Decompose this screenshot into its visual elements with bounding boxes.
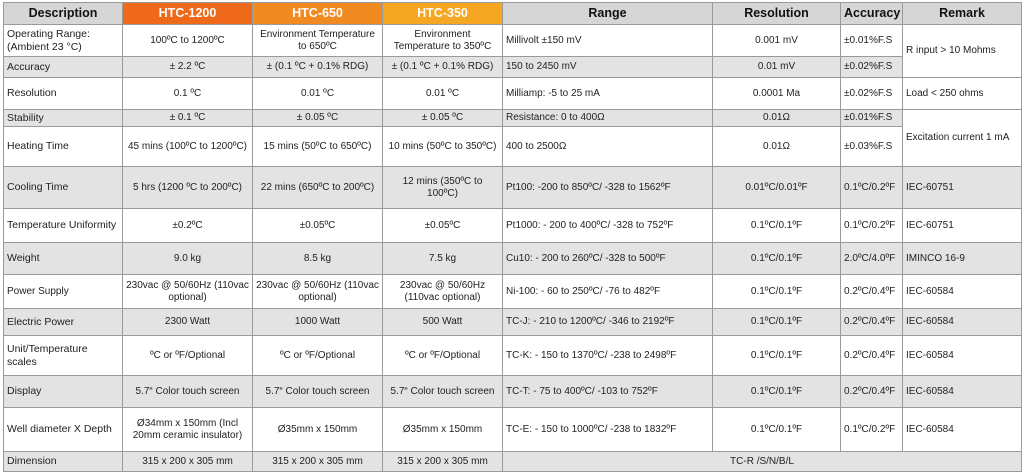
cell-range: TC-E: - 150 to 1000ºC/ -238 to 1832ºF [503, 408, 713, 452]
cell-remark: Load < 250 ohms [903, 78, 1022, 110]
cell-desc: Dimension [4, 452, 123, 472]
cell-range: TC-K: - 150 to 1370ºC/ -238 to 2498ºF [503, 336, 713, 376]
cell-remark: IEC-60751 [903, 209, 1022, 243]
cell-resolution: 0.01 mV [713, 57, 841, 78]
cell-desc: Weight [4, 243, 123, 275]
cell-resolution: 0.1ºC/0.1ºF [713, 336, 841, 376]
cell-accuracy: 0.2ºC/0.4ºF [841, 275, 903, 309]
cell-remark: IEC-60584 [903, 408, 1022, 452]
cell-htc-650: Ø35mm x 150mm [253, 408, 383, 452]
cell-range: Resistance: 0 to 400Ω [503, 110, 713, 127]
cell-accuracy: 0.1ºC/0.2ºF [841, 167, 903, 209]
cell-htc-350: 500 Watt [383, 309, 503, 336]
cell-desc: Heating Time [4, 127, 123, 167]
cell-desc: Cooling Time [4, 167, 123, 209]
cell-htc-350: 230vac @ 50/60Hz (110vac optional) [383, 275, 503, 309]
table-row-accuracy [4, 57, 1022, 78]
cell-desc: Unit/Temperature scales [4, 336, 123, 376]
table-row-weight [4, 243, 1022, 275]
cell-range: Millivolt ±150 mV [503, 25, 713, 57]
cell-htc-1200: ±0.2ºC [123, 209, 253, 243]
table-row-temperature-uniformity [4, 209, 1022, 243]
header-description: Description [4, 3, 123, 25]
table-row-well-diameter [4, 408, 1022, 452]
header-htc-1200: HTC-1200 [123, 3, 253, 25]
spec-table [3, 2, 1022, 472]
cell-htc-350: ± (0.1 ºC + 0.1% RDG) [383, 57, 503, 78]
table-row-stability [4, 110, 1022, 127]
cell-range: Milliamp: -5 to 25 mA [503, 78, 713, 110]
cell-htc-650: 315 x 200 x 305 mm [253, 452, 383, 472]
cell-htc-650: ± 0.05 ºC [253, 110, 383, 127]
header-range: Range [503, 3, 713, 25]
cell-htc-1200: 230vac @ 50/60Hz (110vac optional) [123, 275, 253, 309]
cell-resolution: 0.0001 Ma [713, 78, 841, 110]
cell-htc-350: 5.7“ Color touch screen [383, 376, 503, 408]
cell-accuracy: ±0.02%F.S [841, 78, 903, 110]
cell-htc-1200: 9.0 kg [123, 243, 253, 275]
cell-htc-350: ±0.05ºC [383, 209, 503, 243]
header-remark: Remark [903, 3, 1022, 25]
cell-htc-1200: Ø34mm x 150mm (Incl 20mm ceramic insulator) [123, 408, 253, 452]
cell-desc: Operating Range: (Ambient 23 °C) [4, 25, 123, 57]
table-row-display [4, 376, 1022, 408]
cell-htc-650: 5.7“ Color touch screen [253, 376, 383, 408]
cell-accuracy: 0.2ºC/0.4ºF [841, 309, 903, 336]
cell-accuracy: 2.0ºC/4.0ºF [841, 243, 903, 275]
cell-htc-350: 0.01 ºC [383, 78, 503, 110]
cell-desc: Power Supply [4, 275, 123, 309]
cell-htc-650: 22 mins (650ºC to 200ºC) [253, 167, 383, 209]
cell-resolution: 0.1ºC/0.1ºF [713, 309, 841, 336]
table-row-cooling-time [4, 167, 1022, 209]
cell-remark: IEC-60584 [903, 336, 1022, 376]
cell-resolution: 0.1ºC/0.1ºF [713, 243, 841, 275]
table-row-dimension [4, 452, 1022, 472]
cell-remark: Excitation current 1 mA [903, 110, 1022, 167]
cell-remark: IEC-60584 [903, 309, 1022, 336]
cell-remark: IEC-60584 [903, 275, 1022, 309]
header-htc-650: HTC-650 [253, 3, 383, 25]
cell-htc-350: Environment Temperature to 350ºC [383, 25, 503, 57]
cell-range: TC-T: - 75 to 400ºC/ -103 to 752ºF [503, 376, 713, 408]
cell-desc: Well diameter X Depth [4, 408, 123, 452]
cell-resolution: 0.001 mV [713, 25, 841, 57]
cell-resolution: 0.1ºC/0.1ºF [713, 275, 841, 309]
table-row-operating-range [4, 25, 1022, 57]
cell-range: 400 to 2500Ω [503, 127, 713, 167]
cell-range: Pt100: -200 to 850ºC/ -328 to 1562ºF [503, 167, 713, 209]
cell-resolution: 0.01Ω [713, 110, 841, 127]
cell-resolution: 0.1ºC/0.1ºF [713, 209, 841, 243]
cell-htc-350: 12 mins (350ºC to 100ºC) [383, 167, 503, 209]
cell-remark: IEC-60751 [903, 167, 1022, 209]
cell-htc-650: 1000 Watt [253, 309, 383, 336]
cell-htc-1200: 0.1 ºC [123, 78, 253, 110]
cell-htc-650: Environment Temperature to 650ºC [253, 25, 383, 57]
cell-range: Pt1000: - 200 to 400ºC/ -328 to 752ºF [503, 209, 713, 243]
table-row-heating-time [4, 127, 1022, 167]
cell-range: TC-J: - 210 to 1200ºC/ -346 to 2192ºF [503, 309, 713, 336]
cell-accuracy: ±0.01%F.S [841, 25, 903, 57]
cell-remark: R input > 10 Mohms [903, 25, 1022, 78]
cell-htc-1200: ºC or ºF/Optional [123, 336, 253, 376]
header-accuracy: Accuracy [841, 3, 903, 25]
cell-desc: Resolution [4, 78, 123, 110]
cell-htc-1200: 5.7“ Color touch screen [123, 376, 253, 408]
cell-desc: Electric Power [4, 309, 123, 336]
header-resolution: Resolution [713, 3, 841, 25]
cell-desc: Accuracy [4, 57, 123, 78]
cell-resolution: 0.1ºC/0.1ºF [713, 408, 841, 452]
cell-htc-350: 10 mins (50ºC to 350ºC) [383, 127, 503, 167]
cell-desc: Stability [4, 110, 123, 127]
cell-htc-1200: ± 2.2 ºC [123, 57, 253, 78]
cell-htc-1200: 315 x 200 x 305 mm [123, 452, 253, 472]
cell-accuracy: ±0.02%F.S [841, 57, 903, 78]
cell-accuracy: 0.1ºC/0.2ºF [841, 209, 903, 243]
cell-range: TC-R /S/N/B/L [503, 452, 1022, 472]
cell-accuracy: ±0.01%F.S [841, 110, 903, 127]
table-row-resolution [4, 78, 1022, 110]
cell-htc-1200: 100ºC to 1200ºC [123, 25, 253, 57]
cell-desc: Temperature Uniformity [4, 209, 123, 243]
table-row-unit-scales [4, 336, 1022, 376]
cell-htc-650: 0.01 ºC [253, 78, 383, 110]
cell-accuracy: ±0.03%F.S [841, 127, 903, 167]
cell-resolution: 0.01Ω [713, 127, 841, 167]
table-row-electric-power [4, 309, 1022, 336]
cell-htc-350: ± 0.05 ºC [383, 110, 503, 127]
cell-range: Ni-100: - 60 to 250ºC/ -76 to 482ºF [503, 275, 713, 309]
cell-accuracy: 0.2ºC/0.4ºF [841, 376, 903, 408]
cell-accuracy: 0.1ºC/0.2ºF [841, 408, 903, 452]
table-row-power-supply [4, 275, 1022, 309]
header-row [4, 3, 1022, 25]
cell-htc-1200: ± 0.1 ºC [123, 110, 253, 127]
cell-accuracy: 0.2ºC/0.4ºF [841, 336, 903, 376]
cell-htc-350: 315 x 200 x 305 mm [383, 452, 503, 472]
cell-resolution: 0.1ºC/0.1ºF [713, 376, 841, 408]
cell-remark: IEC-60584 [903, 376, 1022, 408]
cell-htc-1200: 45 mins (100ºC to 1200ºC) [123, 127, 253, 167]
cell-htc-350: Ø35mm x 150mm [383, 408, 503, 452]
cell-htc-650: 15 mins (50ºC to 650ºC) [253, 127, 383, 167]
cell-htc-650: ±0.05ºC [253, 209, 383, 243]
cell-htc-650: 8.5 kg [253, 243, 383, 275]
cell-htc-650: ± (0.1 ºC + 0.1% RDG) [253, 57, 383, 78]
cell-remark: IMINCO 16-9 [903, 243, 1022, 275]
cell-range: 150 to 2450 mV [503, 57, 713, 78]
cell-resolution: 0.01ºC/0.01ºF [713, 167, 841, 209]
cell-htc-650: 230vac @ 50/60Hz (110vac optional) [253, 275, 383, 309]
header-htc-350: HTC-350 [383, 3, 503, 25]
cell-htc-1200: 2300 Watt [123, 309, 253, 336]
cell-htc-650: ºC or ºF/Optional [253, 336, 383, 376]
cell-htc-350: 7.5 kg [383, 243, 503, 275]
cell-desc: Display [4, 376, 123, 408]
cell-htc-350: ºC or ºF/Optional [383, 336, 503, 376]
cell-htc-1200: 5 hrs (1200 ºC to 200ºC) [123, 167, 253, 209]
cell-range: Cu10: - 200 to 260ºC/ -328 to 500ºF [503, 243, 713, 275]
